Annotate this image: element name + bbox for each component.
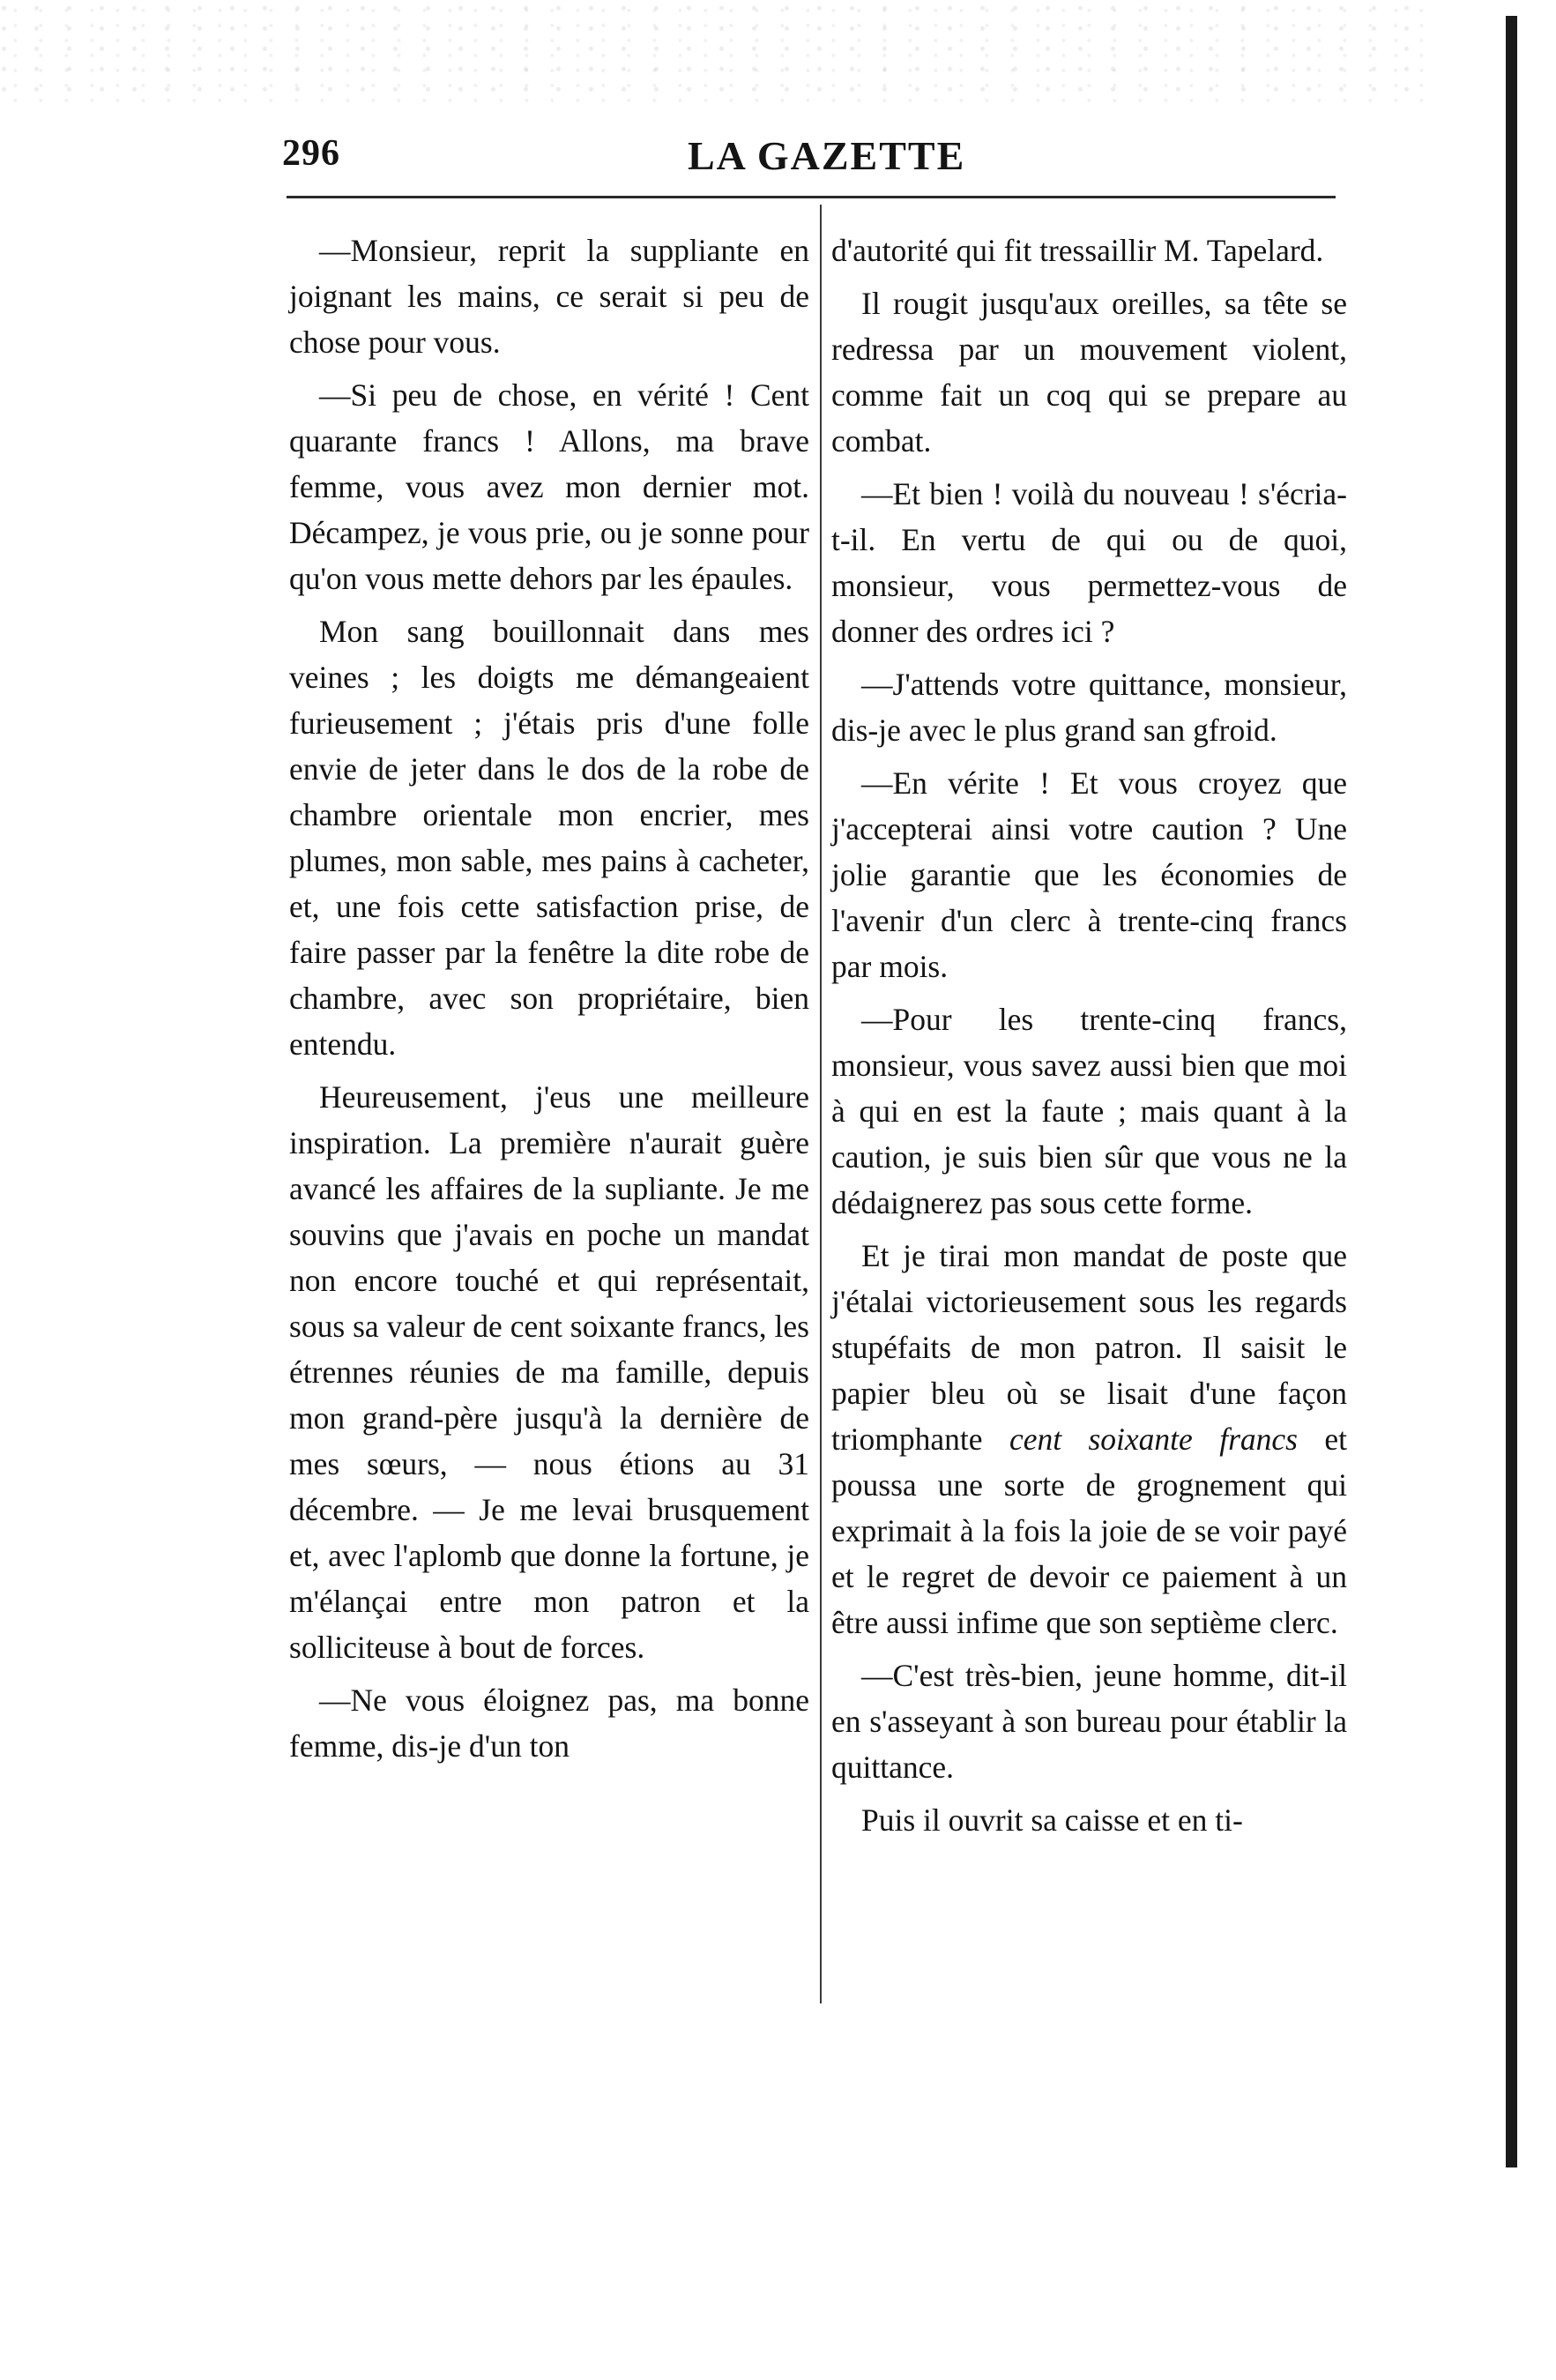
paragraph: —Pour les trente-cinq francs, monsieur, vous savez aussi bien que moi à qui en est la faute ; mais quant à la caution, je suis bien sûr que vous ne la dédaignerez pas sous cette forme. [831, 1002, 1347, 1220]
paragraph-continuation: d'autorité qui fit tressaillir M. Tapelard. [831, 233, 1324, 268]
scan-edge-bar [1506, 16, 1517, 2167]
mandat-text-before: Et je tirai mon mandat de poste que j'étalai victorieusement sous les regards stupéfaits de mon patron. Il saisit le papier bleu où se lisait d'une façon triomphante [831, 1238, 1347, 1457]
paragraph: —Ne vous éloignez pas, ma bonne femme, dis-je d'un ton [289, 1682, 809, 1764]
paragraph: —En vérite ! Et vous croyez que j'accepterai ainsi votre caution ? Une jolie garantie que les économies de l'avenir d'un clerc à trente-cinq francs par mois. [831, 765, 1347, 984]
header-rule [287, 196, 1336, 198]
mandat-amount-italic: cent soixante francs [1009, 1421, 1298, 1457]
paragraph: —C'est très-bien, jeune homme, dit-il en s'asseyant à son bureau pour établir la quittance. [831, 1658, 1347, 1785]
mandat-text-after: et poussa une sorte de grognement qui exprimait à la fois la joie de se voir payé et le regret de devoir ce paiement à un être aussi infime que son septième clerc. [831, 1421, 1347, 1640]
paragraph: —J'attends votre quittance, monsieur, dis-je avec le plus grand san gfroid. [831, 667, 1347, 748]
scan-noise [0, 0, 1428, 106]
paragraph: —Et bien ! voilà du nouveau ! s'écria-t-il. En vertu de qui ou de quoi, monsieur, vous permettez-vous de donner des ordres ici ? [831, 476, 1347, 649]
right-column [831, 228, 1347, 1850]
paragraph: Mon sang bouillonnait dans mes veines ; les doigts me démangeaient furieusement ; j'étais pris d'une folle envie de jeter dans le dos de la robe de chambre orientale mon encrier, mes plumes, mon sable, mes pains à cacheter, et, une fois cette satisfaction prise, de faire passer par la fenêtre la dite robe de chambre, avec son propriétaire, bien entendu. [289, 614, 809, 1062]
paragraph: Heureusement, j'eus une meilleure inspiration. La première n'aurait guère avancé les affaires de la supliante. Je me souvins que j'avais en poche un mandat non encore touché et qui représentait, sous sa valeur de cent soixante francs, les étrennes réunies de ma famille, depuis mon grand-père jusqu'à la dernière de mes sœurs, — nous étions au 31 décembre. — Je me levai brusquement et, avec l'aplomb que donne la fortune, je m'élançai entre mon patron et la solliciteuse à bout de forces. [289, 1079, 809, 1665]
paragraph: Puis il ouvrit sa caisse et en ti- [861, 1802, 1243, 1838]
left-column [289, 228, 809, 1776]
paragraph-mandat [831, 1233, 1347, 1645]
paragraph: —Si peu de chose, en vérité ! Cent quarante francs ! Allons, ma brave femme, vous avez mon dernier mot. Décampez, je vous prie, ou je sonne pour qu'on vous mette dehors par les épaules. [289, 377, 809, 596]
running-title: LA GAZETTE [688, 133, 966, 178]
paragraph: —Monsieur, reprit la suppliante en joignant les mains, ce serait si peu de chose pour vous. [289, 233, 809, 360]
page-number: 296 [282, 133, 340, 174]
column-separator [820, 205, 822, 2003]
paragraph: Il rougit jusqu'aux oreilles, sa tête se redressa par un mouvement violent, comme fait un coq qui se prepare au combat. [831, 286, 1347, 459]
